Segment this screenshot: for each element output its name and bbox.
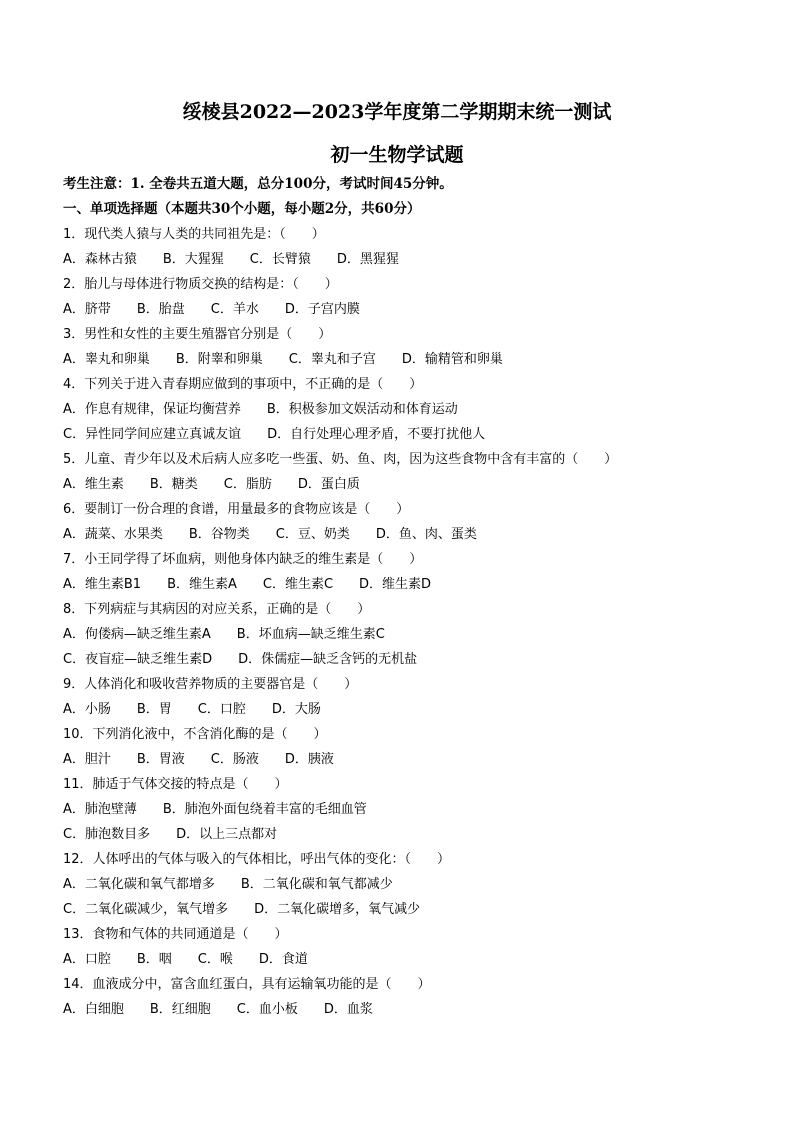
question-item [63, 222, 743, 272]
exam-subtitle: 初一生物学试题 [330, 144, 464, 166]
section-heading: 一、单项选择题（本题共30个小题，每小题2分，共60分） [63, 201, 421, 217]
question-stem: 2．胎儿与母体进行物质交换的结构是：（ ） [63, 277, 338, 292]
question-stem: 14．血液成分中，富含血红蛋白，具有运输氧功能的是（ ） [63, 977, 431, 992]
question-stem: 10．下列消化液中，不含消化酶的是（ ） [63, 727, 327, 742]
question-stem: 4．下列关于进入青春期应做到的事项中，不正确的是（ ） [63, 377, 423, 392]
question-stem: 3．男性和女性的主要生殖器官分别是（ ） [63, 327, 332, 342]
question-stem: 1．现代类人猿与人类的共同祖先是：（ ） [63, 227, 325, 242]
question-item [63, 447, 743, 497]
candidate-notice: 考生注意：1. 全卷共五道大题，总分100分，考试时间45分钟。 [63, 176, 453, 192]
exam-content [63, 172, 743, 1022]
question-options: C．异性同学间应建立真诚友谊 D．自行处理心理矛盾，不要打扰他人 [63, 427, 486, 442]
question-item [63, 972, 743, 1022]
question-item [63, 722, 743, 772]
question-options: A．睾丸和卵巢 B．附睾和卵巢 C．睾丸和子宫 D．输精管和卵巢 [63, 352, 503, 367]
question-item [63, 922, 743, 972]
question-options: A．脐带 B．胎盘 C．羊水 D．子宫内膜 [63, 302, 360, 317]
question-stem: 9．人体消化和吸收营养物质的主要器官是（ ） [63, 677, 358, 692]
question-item [63, 322, 743, 372]
question-options: A．胆汁 B．胃液 C．肠液 D．胰液 [63, 752, 334, 767]
question-stem: 13．食物和气体的共同通道是（ ） [63, 927, 288, 942]
question-options: A．口腔 B．咽 C．喉 D．食道 [63, 952, 308, 967]
question-options: A．维生素 B．糖类 C．脂肪 D．蛋白质 [63, 477, 360, 492]
question-list [63, 222, 743, 1022]
question-options: A．白细胞 B．红细胞 C．血小板 D．血浆 [63, 1002, 373, 1017]
question-item [63, 272, 743, 322]
question-options: C．肺泡数目多 D．以上三点都对 [63, 827, 278, 842]
question-stem: 11．肺适于气体交接的特点是（ ） [63, 777, 288, 792]
exam-title: 绥棱县2022—2023学年度第二学期期末统一测试 [182, 101, 612, 123]
question-item [63, 497, 743, 547]
question-item [63, 847, 743, 922]
question-item [63, 597, 743, 672]
question-item [63, 672, 743, 722]
question-options: A．森林古猿 B．大猩猩 C．长臂猿 D．黑猩猩 [63, 252, 399, 267]
question-item [63, 372, 743, 447]
question-options: A．肺泡壁薄 B．肺泡外面包绕着丰富的毛细血管 [63, 802, 367, 817]
question-stem: 7．小王同学得了坏血病，则他身体内缺乏的维生素是（ ） [63, 552, 423, 567]
question-options: A．小肠 B．胃 C．口腔 D．大肠 [63, 702, 321, 717]
question-stem: 12．人体呼出的气体与吸入的气体相比，呼出气体的变化：（ ） [63, 852, 451, 867]
question-item [63, 547, 743, 597]
question-stem: 5．儿童、青少年以及术后病人应多吃一些蛋、奶、鱼、肉，因为这些食物中含有丰富的（ ） [63, 452, 618, 467]
question-options: C．二氧化碳减少，氧气增多 D．二氧化碳增多，氧气减少 [63, 902, 421, 917]
question-item [63, 772, 743, 847]
question-stem: 8．下列病症与其病因的对应关系，正确的是（ ） [63, 602, 371, 617]
question-stem: 6．要制订一份合理的食谱，用量最多的食物应该是（ ） [63, 502, 410, 517]
question-options: A．二氧化碳和氧气都增多 B．二氧化碳和氧气都减少 [63, 877, 393, 892]
question-options: A．蔬菜、水果类 B．谷物类 C．豆、奶类 D．鱼、肉、蛋类 [63, 527, 477, 542]
question-options: C．夜盲症—缺乏维生素D D．侏儒症—缺乏含钙的无机盐 [63, 652, 418, 667]
question-options: A．维生素B1 B．维生素A C．维生素C D．维生素D [63, 577, 432, 592]
question-options: A．作息有规律，保证均衡营养 B．积极参加文娱活动和体育运动 [63, 402, 458, 417]
question-options: A．佝偻病—缺乏维生素A B．坏血病—缺乏维生素C [63, 627, 385, 642]
